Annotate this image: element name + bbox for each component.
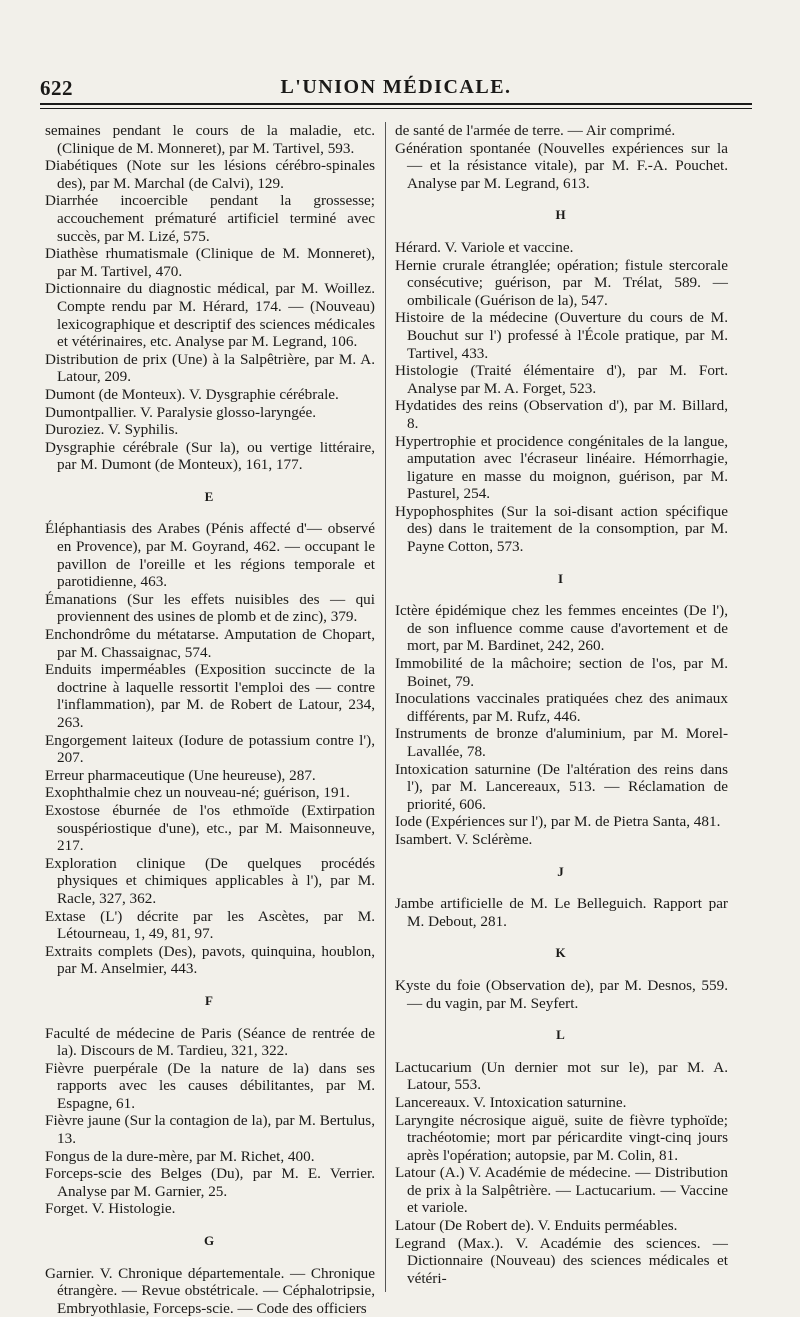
index-entry: Hypophosphites (Sur la soi-disant action spécifique des) dans le traitement de la consomption, par M. Payne Cotton, 573.: [395, 502, 728, 556]
index-entry: Fièvre jaune (Sur la contagion de la), par M. Bertulus, 13.: [45, 1112, 375, 1148]
page-number: 622: [40, 76, 73, 100]
running-title: L'UNION MÉDICALE.: [280, 76, 512, 98]
index-entry: Lancereaux. V. Intoxication saturnine.: [395, 1093, 627, 1111]
header-rule: [40, 103, 752, 105]
index-entry: Enchondrôme du métatarse. Amputation de Chopart, par M. Chassaignac, 574.: [45, 626, 375, 661]
index-entry: Enduits imperméables (Exposition succincte de la doctrine à laquelle ressortit l'emploi des — contre l'inflammation), par M. de Robert de Latour, 234, 263.: [45, 661, 375, 731]
section-letter: E: [204, 488, 216, 504]
header-rule-thin: [40, 108, 752, 109]
index-entry: Forceps-scie des Belges (Du), par M. E. Verrier. Analyse par M. Garnier, 25.: [45, 1165, 375, 1200]
index-entry: Dumont (de Monteux). V. Dysgraphie cérébrale.: [45, 385, 339, 403]
index-entry: Laryngite nécrosique aiguë, suite de fièvre typhoïde; trachéotomie; mort par péricardite vingt-cinq jours après l'opération; autopsie, par M. Colin, 81.: [395, 1111, 728, 1164]
index-entry: Faculté de médecine de Paris (Séance de rentrée de la). Discours de M. Tardieu, 321, 322.: [45, 1024, 375, 1060]
column-divider: [385, 122, 386, 1292]
index-entry: Fièvre puerpérale (De la nature de la) dans ses rapports avec les causes débilitantes, par M. Espagne, 61.: [45, 1059, 375, 1112]
section-letter: I: [557, 570, 566, 586]
index-entry: Hérard. V. Variole et vaccine.: [395, 238, 574, 256]
index-entry: Garnier. V. Chronique départementale. — Chronique étrangère. — Revue obstétricale. — Céphalotripsie, Embryothlasie, Forceps-scie. — Code des officiers: [45, 1264, 375, 1317]
index-entry: Fongus de la dure-mère, par M. Richet, 400.: [45, 1147, 315, 1165]
index-entry: Éléphantiasis des Arabes (Pénis affecté d'— observé en Provence), par M. Goyrand, 462. — occupant le pavillon de l'oreille et les régions temporale et parotidienne, 463.: [45, 520, 375, 591]
index-entry: Isambert. V. Sclérème.: [395, 830, 533, 848]
index-entry: Distribution de prix (Une) à la Salpêtrière, par M. A. Latour, 209.: [45, 350, 375, 386]
index-entry: Histologie (Traité élémentaire d'), par M. Fort. Analyse par M. A. Forget, 523.: [395, 362, 728, 397]
index-entry: Legrand (Max.). V. Académie des sciences. — Dictionnaire (Nouveau) des sciences médicales et vétéri-: [395, 1234, 728, 1287]
index-entry: Jambe artificielle de M. Le Belleguich. Rapport par M. Debout, 281.: [395, 895, 728, 930]
index-entry: Latour (De Robert de). V. Enduits perméables.: [395, 1217, 678, 1235]
section-letter: L: [556, 1027, 567, 1043]
right-column: [395, 122, 728, 1287]
index-entry: Engorgement laiteux (Iodure de potassium contre l'), 207.: [45, 731, 375, 767]
index-entry: semaines pendant le cours de la maladie, etc. (Clinique de M. Monneret), par M. Tartivel, 593.: [45, 122, 375, 157]
index-entry: Dumontpallier. V. Paralysie glosso-laryngée.: [45, 403, 317, 421]
index-entry: Duroziez. V. Syphilis.: [45, 421, 179, 439]
index-entry: Diabétiques (Note sur les lésions cérébro-spinales des), par M. Marchal (de Calvi), 129.: [45, 157, 375, 192]
index-entry: Immobilité de la mâchoire; section de l'os, par M. Boinet, 79.: [395, 655, 728, 690]
index-entry: Diathèse rhumatismale (Clinique de M. Monneret), par M. Tartivel, 470.: [45, 245, 375, 280]
index-entry: Erreur pharmaceutique (Une heureuse), 287.: [45, 766, 316, 784]
index-entry: Dictionnaire du diagnostic médical, par M. Woillez. Compte rendu par M. Hérard, 174. — (Nouveau) lexicographique et descriptif des sciences médicales et vétérinaires, etc. Analyse par M. Legrand, 106.: [45, 280, 375, 351]
index-entry: Exostose éburnée de l'os ethmoïde (Extirpation souspériostique d'une), etc., par M. Maisonneuve, 217.: [45, 801, 375, 855]
index-entry: de santé de l'armée de terre. — Air comprimé.: [395, 122, 676, 139]
index-entry: Hernie crurale étranglée; opération; fistule stercorale consécutive; guérison, par M. Trélat, 589. — ombilicale (Guérison de la), 547.: [395, 256, 728, 309]
section-letter: G: [203, 1233, 217, 1249]
index-entry: Iode (Expériences sur l'), par M. de Pietra Santa, 481.: [395, 813, 721, 831]
section-letter: F: [205, 992, 215, 1008]
index-entry: Hydatides des reins (Observation d'), par M. Billard, 8.: [395, 397, 728, 432]
section-letter: H: [555, 207, 568, 223]
index-entry: Intoxication saturnine (De l'altération des reins dans l'), par M. Lancereaux, 513. — Réclamation de priorité, 606.: [395, 760, 728, 813]
index-entry: Exploration clinique (De quelques procédés physiques et chimiques applicables à l'), par M. Racle, 327, 362.: [45, 854, 375, 907]
index-entry: Ictère épidémique chez les femmes enceintes (De l'), de son influence comme cause d'avortement et de mort, par M. Bardinet, 242, 260.: [395, 602, 728, 655]
index-entry: Extraits complets (Des), pavots, quinquina, houblon, par M. Anselmier, 443.: [45, 942, 375, 978]
index-entry: Histoire de la médecine (Ouverture du cours de M. Bouchut sur l') professé à l'École pratique, par M. Tartivel, 433.: [395, 309, 728, 362]
index-entry: Instruments de bronze d'aluminium, par M. Morel-Lavallée, 78.: [395, 725, 728, 760]
section-letter: J: [557, 863, 566, 879]
index-entry: Hypertrophie et procidence congénitales de la langue, amputation avec l'écraseur linéaire. Hémorrhagie, ligature en masse du moignon, guérison, par M. Pasturel, 254.: [395, 432, 728, 503]
index-entry: Génération spontanée (Nouvelles expériences sur la — et la résistance vitale), par M. F.-A. Pouchet. Analyse par M. Legrand, 613.: [395, 139, 728, 192]
index-entry: Dysgraphie cérébrale (Sur la), ou vertige littéraire, par M. Dumont (de Monteux), 161, 177.: [45, 438, 375, 474]
index-entry: Exophthalmie chez un nouveau-né; guérison, 191.: [45, 784, 350, 802]
index-entry: Lactucarium (Un dernier mot sur le), par M. A. Latour, 553.: [395, 1058, 728, 1094]
index-entry: Inoculations vaccinales pratiquées chez des animaux différents, par M. Rufz, 446.: [395, 690, 728, 725]
index-entry: Forget. V. Histologie.: [45, 1200, 176, 1218]
index-entry: Kyste du foie (Observation de), par M. Desnos, 559. — du vagin, par M. Seyfert.: [395, 976, 728, 1012]
section-letter: K: [555, 945, 568, 961]
index-entry: Émanations (Sur les effets nuisibles des — qui proviennent des usines de plomb et de zinc), 379.: [45, 590, 375, 626]
index-entry: Diarrhée incoercible pendant la grossesse; accouchement prématuré artificiel terminé avec succès, par M. Lizé, 575.: [45, 192, 375, 245]
index-entry: Extase (L') décrite par les Ascètes, par M. Létourneau, 1, 49, 81, 97.: [45, 907, 375, 943]
index-entry: Latour (A.) V. Académie de médecine. — Distribution de prix à la Salpêtrière. — Lactucarium. — Vaccine et variole.: [395, 1164, 728, 1217]
left-column: [45, 122, 375, 1317]
